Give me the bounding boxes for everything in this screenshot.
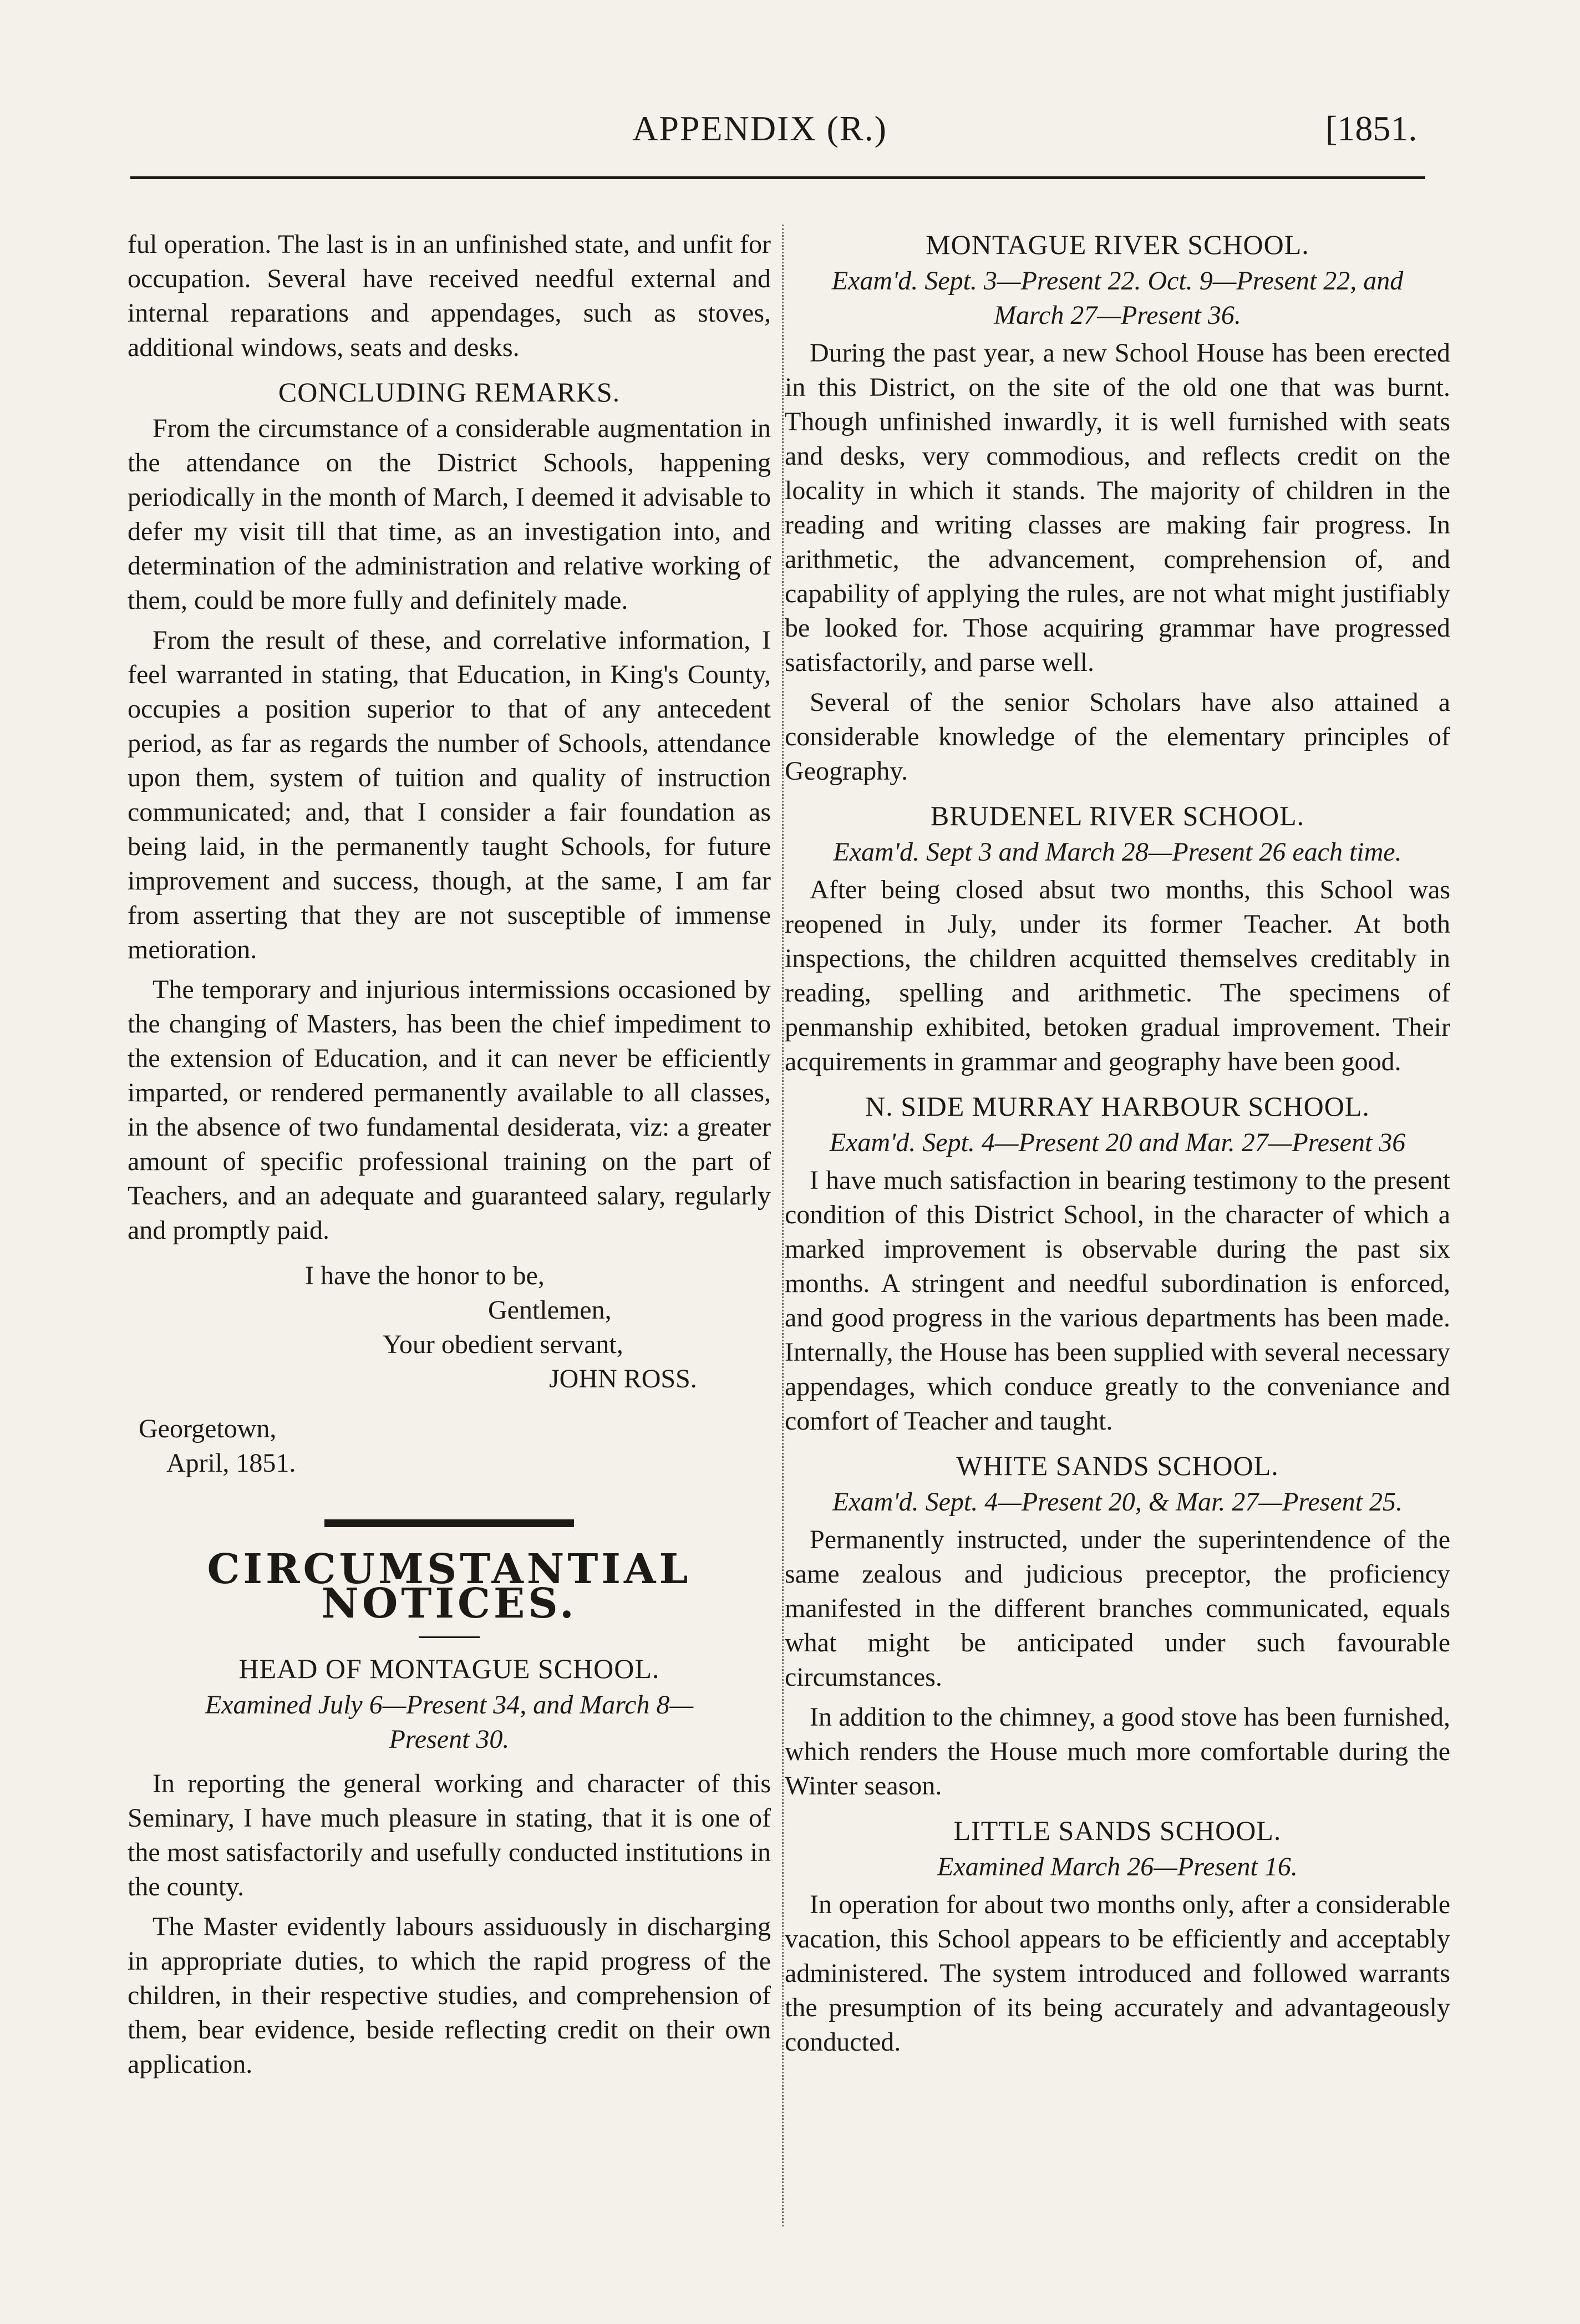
paragraph: Several of the senior Scholars have also attained a considerable knowledge of the elementary principles of Geography. [785, 688, 1450, 786]
signoff-block [128, 1259, 771, 1396]
notices-title: CIRCUMSTANTIAL NOTICES. [207, 1545, 692, 1628]
exam-line-2: Present 30. [389, 1725, 510, 1754]
short-rule [419, 1636, 480, 1638]
exam-line: Examined March 26—Present 16. [937, 1852, 1298, 1881]
section-heading: N. SIDE MURRAY HARBOUR SCHOOL. [865, 1091, 1370, 1122]
exam-line-1: Examined July 6—Present 34, and March 8— [205, 1690, 694, 1720]
signoff-signature: JOHN ROSS. [549, 1364, 697, 1394]
right-column [785, 227, 1450, 2065]
paragraph: After being closed absut two months, this School was reopened in July, under its former Teacher. At both inspections, the children acquitted themselves creditably in reading, spelling and arithmetic. The specimens of penmanship exhibited, betoken gradual improvement. Their acquirements in grammar and geography have been good. [785, 875, 1450, 1076]
paragraph: The temporary and injurious intermissions occasioned by the changing of Masters, has been the chief impediment to the extension of Education, and it can never be efficiently imparted, or rendered permanently available to all classes, in the absence of two fundamental desiderata, viz: a greater amount of specific professional training on the part of Teachers, and an adequate and guaranteed salary, regularly and promptly paid. [128, 975, 771, 1245]
dateline [128, 1412, 771, 1481]
signoff-line: Gentlemen, [488, 1295, 612, 1325]
exam-line [128, 1688, 771, 1757]
paragraph: Permanently instructed, under the superintendence of the same zealous and judicious preceptor, the proficiency manifested in the different branches communicated, equals what might be anticipated under such favourable circumstances. [785, 1525, 1450, 1692]
exam-line-1: Exam'd. Sept. 3—Present 22. Oct. 9—Present 22, and [831, 266, 1404, 296]
page-header-year: [1851. [1325, 109, 1418, 148]
paragraph: From the circumstance of a considerable augmentation in the attendance on the District Schools, happening periodically in the month of March, I deemed it advisable to defer my visit till that time, as an investigation into, and determination of the administration and relative working of them, could be more fully and definitely made. [128, 414, 771, 615]
paragraph: I have much satisfaction in bearing testimony to the present condition of this District School, in the character of which a marked improvement is observable during the past six months. A stringent and needful subordination is enforced, and good progress in the various departments has been made. Internally, the House has been supplied with several necessary appendages, which conduce greatly to the conveniance and comfort of Teacher and taught. [785, 1166, 1450, 1436]
paragraph: The Master evidently labours assiduously in discharging in appropriate duties, to which the rapid progress of the children, in their respective studies, and comprehension of them, bear evidence, beside reflecting credit on their own application. [128, 1912, 771, 2079]
paragraph: In operation for about two months only, after a considerable vacation, this School appears to be efficiently and acceptably administered. The system introduced and followed warrants the presumption of its being accurately and advantageously conducted. [785, 1890, 1450, 2057]
exam-line [785, 264, 1450, 333]
paragraph: In reporting the general working and character of this Seminary, I have much pleasure in stating, that it is one of the most satisfactorily and usefully conducted institutions in the county. [128, 1769, 771, 1901]
exam-line: Exam'd. Sept 3 and March 28—Present 26 each time. [833, 837, 1402, 867]
section-heading: HEAD OF MONTAGUE SCHOOL. [238, 1653, 660, 1684]
section-heading: MONTAGUE RIVER SCHOOL. [926, 229, 1309, 260]
section-heading: CONCLUDING REMARKS. [278, 377, 621, 408]
paragraph: During the past year, a new School House has been erected in this District, on the site of the old one that was burnt. Though unfinished inwardly, it is well furnished with seats and desks, very commodious, and reflects credit on the locality in which it stands. The majority of children in the reading and writing classes are making fair progress. In arithmetic, the advancement, comprehension of, and capability of applying the rules, are not what might justifiably be looked for. Those acquiring grammar have progressed satisfactorily, and parse well. [785, 338, 1450, 677]
section-heading: WHITE SANDS SCHOOL. [956, 1450, 1279, 1481]
section-rule [324, 1519, 574, 1527]
paragraph: ful operation. The last is in an unfinished state, and unfit for occupation. Several have received needful external and internal reparations and appendages, such as stoves, additional windows, seats and desks. [128, 230, 771, 362]
dateline-place: Georgetown, [139, 1414, 277, 1443]
paragraph: From the result of these, and correlative information, I feel warranted in stating, that Education, in King's County, occupies a position superior to that of any antecedent period, as far as regards the number of Schools, attendance upon them, system of tuition and quality of instruction communicated; and, that I consider a fair foundation as being laid, in the permanently taught Schools, for future improvement and success, though, at the same, I am far from asserting that they are not susceptible of immense metioration. [128, 626, 771, 964]
signoff-line: Your obedient servant, [383, 1330, 623, 1359]
section-heading: LITTLE SANDS SCHOOL. [953, 1815, 1282, 1846]
dateline-date: April, 1851. [166, 1448, 296, 1478]
signoff-line: I have the honor to be, [305, 1261, 545, 1290]
exam-line: Exam'd. Sept. 4—Present 20 and Mar. 27—Present 36 [829, 1128, 1406, 1157]
exam-line: Exam'd. Sept. 4—Present 20, & Mar. 27—Present 25. [832, 1487, 1403, 1517]
header-rule [130, 176, 1425, 179]
exam-line-2: March 27—Present 36. [994, 301, 1241, 330]
left-column [128, 227, 771, 2087]
section-heading: BRUDENEL RIVER SCHOOL. [930, 800, 1305, 831]
paragraph: In addition to the chimney, a good stove has been furnished, which renders the House much more comfortable during the Winter season. [785, 1702, 1450, 1801]
page-header-title: APPENDIX (R.) [632, 109, 887, 148]
column-divider [782, 225, 784, 2226]
